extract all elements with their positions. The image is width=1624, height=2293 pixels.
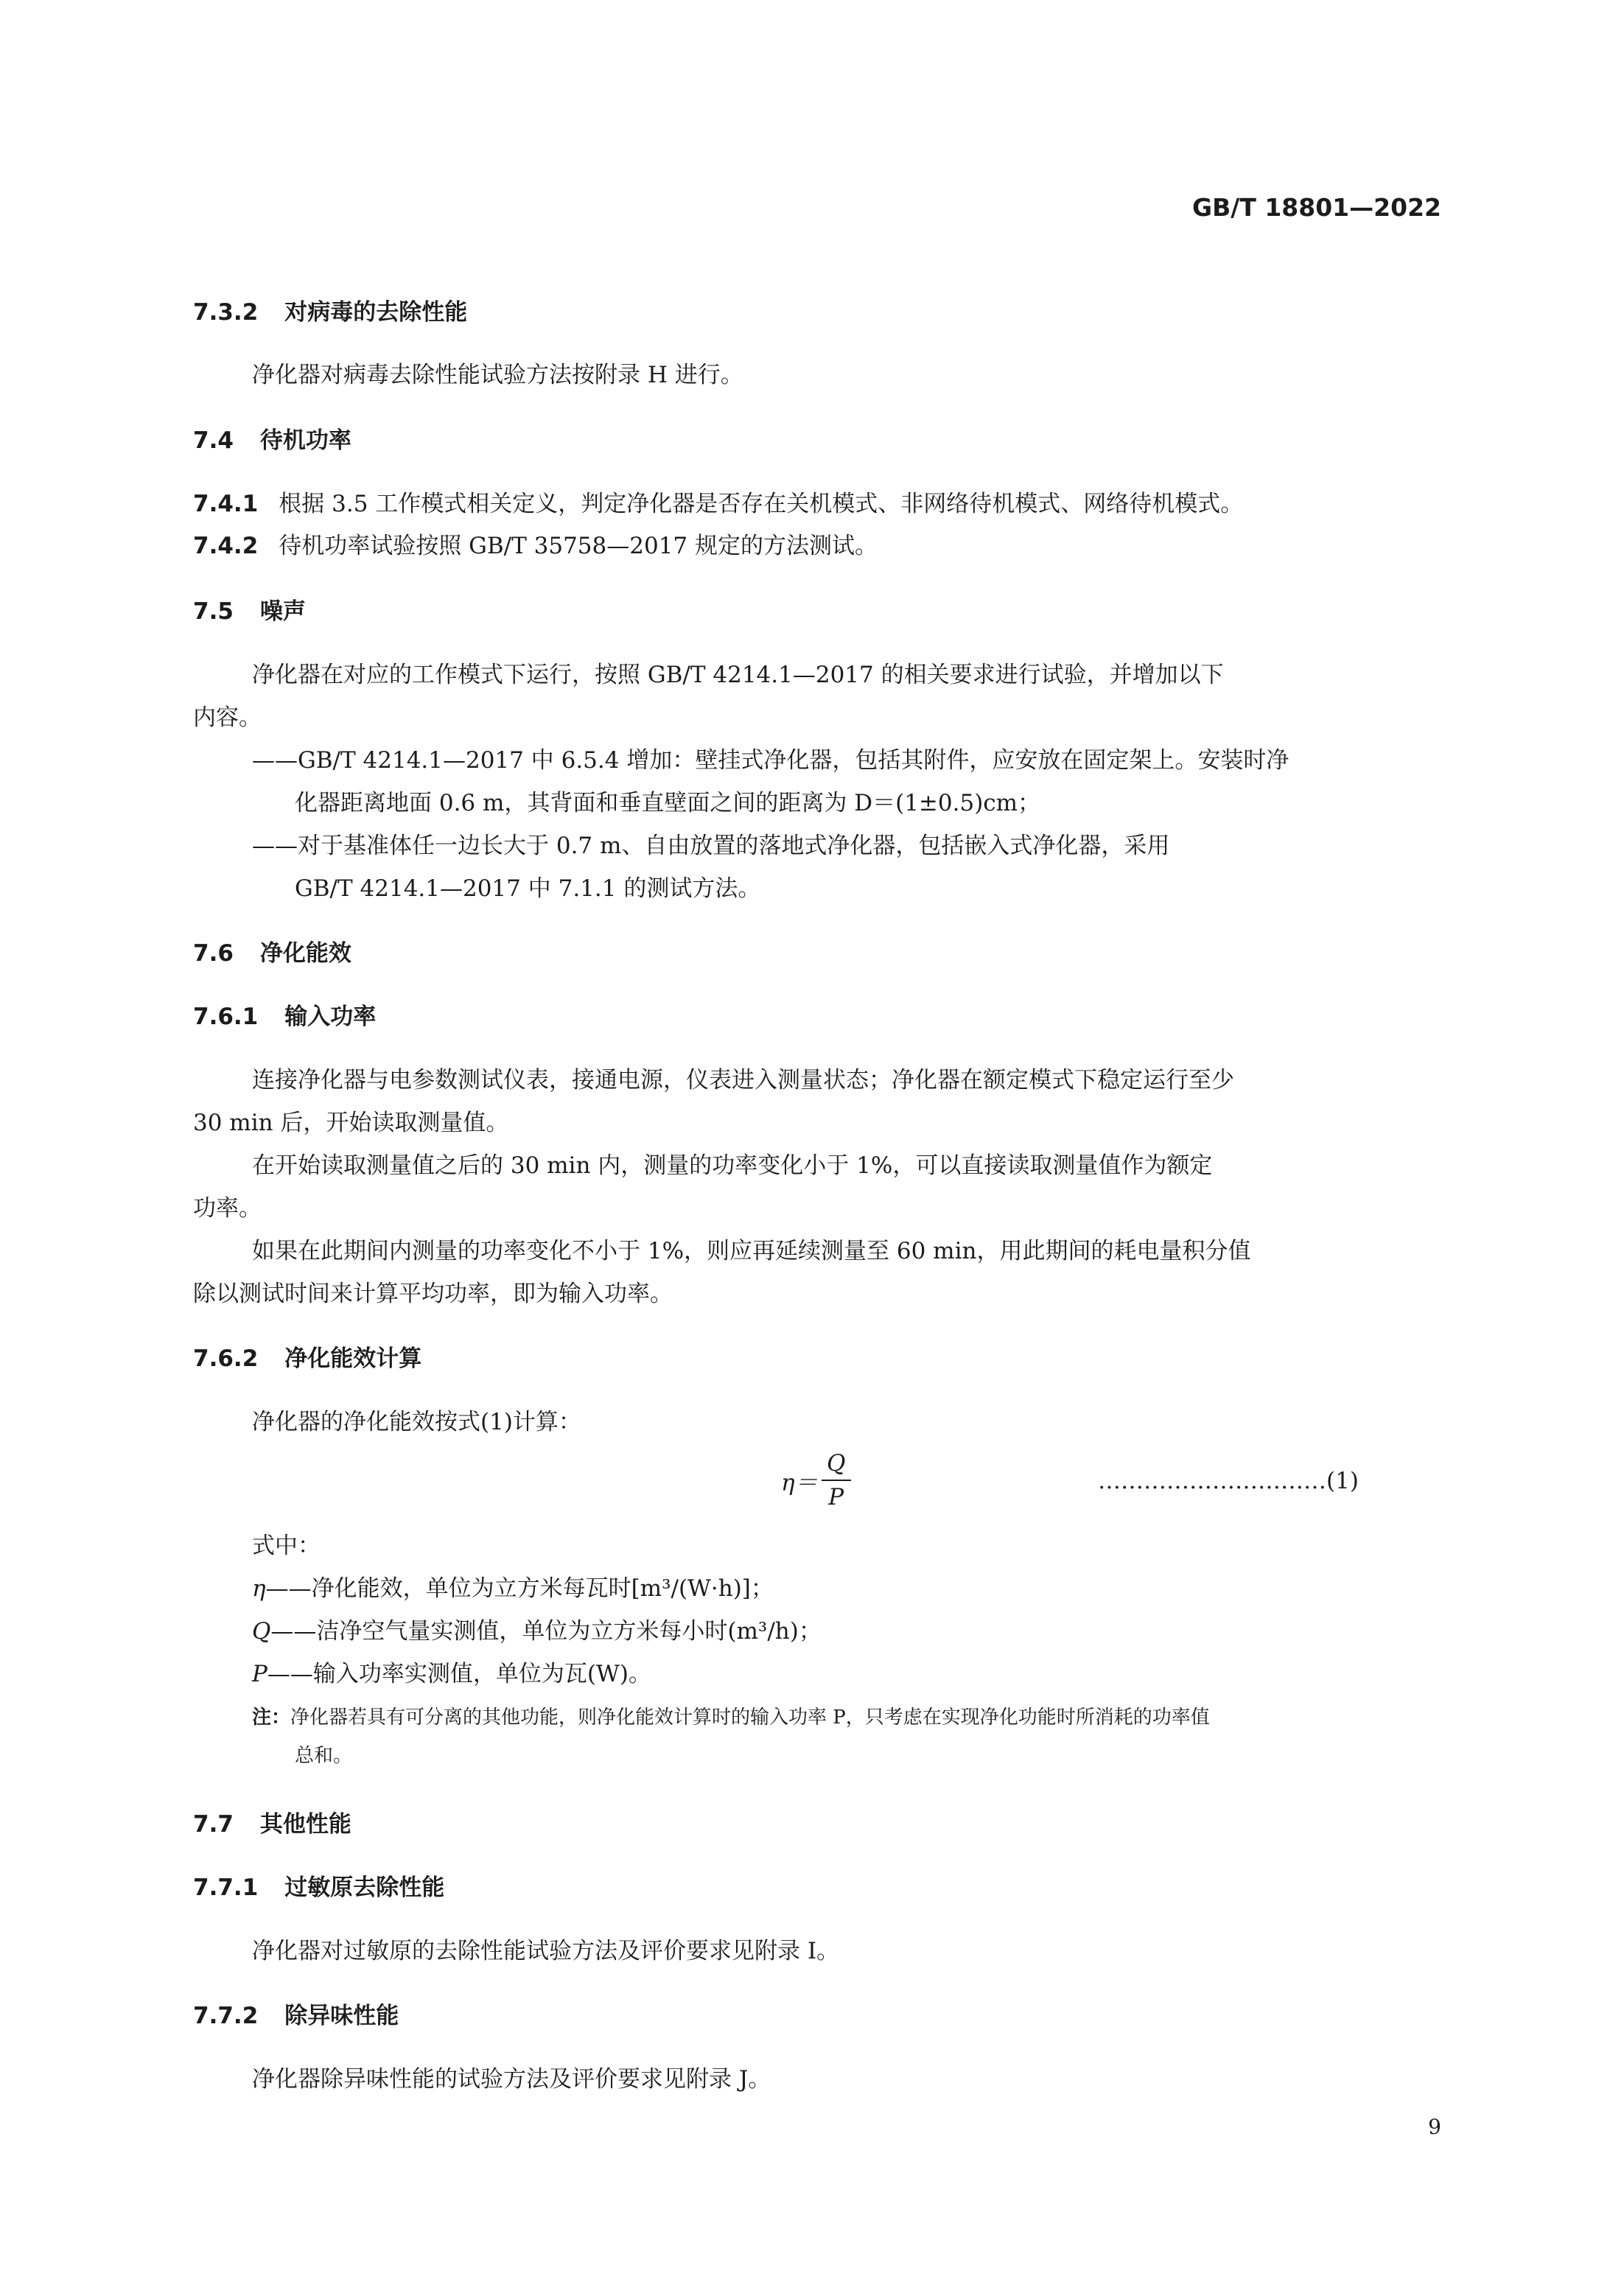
heading-number: 7.7.2 xyxy=(193,2003,259,2029)
definition-text: ——输入功率实测值，单位为瓦(W)。 xyxy=(267,1661,651,1687)
fraction-bar xyxy=(822,1480,851,1481)
clause-number: 7.4.1 xyxy=(193,491,259,517)
heading-7-7-2 xyxy=(193,1997,399,2030)
symbol: P xyxy=(252,1661,267,1687)
heading-title: 待机功率 xyxy=(259,427,351,454)
paragraph-line: 连接净化器与电参数测试仪表，接通电源，仪表进入测量状态；净化器在额定模式下稳定运行至少 xyxy=(252,1067,1234,1093)
page-number: 9 xyxy=(1428,2115,1441,2139)
heading-number: 7.6.1 xyxy=(193,1004,259,1030)
heading-number: 7.6 xyxy=(193,940,234,967)
heading-7-6-1 xyxy=(193,998,376,1031)
fraction-denominator: P xyxy=(828,1484,844,1510)
heading-number: 7.5 xyxy=(193,598,234,625)
fraction xyxy=(822,1450,851,1510)
paragraph: 净化器的净化能效按式(1)计算： xyxy=(252,1409,581,1435)
paragraph-line: 在开始读取测量值之后的 30 min 内，测量的功率变化小于 1%，可以直接读取测量值作为额定 xyxy=(252,1152,1213,1179)
fraction-numerator: Q xyxy=(826,1450,846,1477)
formula-number: …………………………(1) xyxy=(1098,1468,1359,1494)
paragraph-line: 30 min 后，开始读取测量值。 xyxy=(193,1110,509,1136)
clause-7-4-1 xyxy=(193,485,1243,518)
heading-7-7-1 xyxy=(193,1869,444,1902)
dash-item-1-line-1: ——GB/T 4214.1—2017 中 6.5.4 增加：壁挂式净化器，包括其附件，应安放在固定架上。安装时净 xyxy=(252,747,1289,774)
heading-title: 其他性能 xyxy=(259,1811,351,1838)
heading-title: 净化能效 xyxy=(259,940,351,967)
definition-text: ——净化能效，单位为立方米每瓦时[m³/(W·h)]； xyxy=(265,1575,774,1602)
clause-text: 待机功率试验按照 GB/T 35758—2017 规定的方法测试。 xyxy=(279,533,878,559)
heading-title: 对病毒的去除性能 xyxy=(284,299,468,326)
heading-title: 除异味性能 xyxy=(284,2003,399,2029)
clause-number: 7.4.2 xyxy=(193,533,259,559)
dash-item-2-line-1: ——对于基准体任一边长大于 0.7 m、自由放置的落地式净化器，包括嵌入式净化器，采用 xyxy=(252,833,1170,859)
paragraph-line: 如果在此期间内测量的功率变化不小于 1%，则应再延续测量至 60 min，用此期间的耗电量积分值 xyxy=(252,1238,1251,1264)
dash-item-2-line-2: GB/T 4214.1—2017 中 7.1.1 的测试方法。 xyxy=(295,875,761,902)
paragraph-line: 功率。 xyxy=(193,1195,262,1222)
definition-text: ——洁净空气量实测值，单位为立方米每小时(m³/h)； xyxy=(270,1618,822,1645)
symbol: Q xyxy=(252,1618,271,1645)
heading-7-4 xyxy=(193,421,351,455)
paragraph: 净化器除异味性能的试验方法及评价要求见附录 J。 xyxy=(252,2066,771,2093)
definition-eta xyxy=(252,1569,774,1603)
dash-item-1-line-2: 化器距离地面 0.6 m，其背面和垂直壁面之间的距离为 D＝(1±0.5)cm； xyxy=(295,790,1041,816)
note-text: 净化器若具有可分离的其他功能，则净化能效计算时的输入功率 P，只考虑在实现净化功能时所消耗的功率值 xyxy=(290,1706,1210,1729)
note xyxy=(252,1702,1210,1729)
where-label: 式中： xyxy=(252,1533,321,1559)
heading-number: 7.4 xyxy=(193,427,234,454)
definition-q xyxy=(252,1612,822,1645)
heading-7-7 xyxy=(193,1805,351,1838)
heading-7-6 xyxy=(193,934,351,967)
heading-title: 噪声 xyxy=(259,598,306,625)
paragraph-line: 净化器在对应的工作模式下运行，按照 GB/T 4214.1—2017 的相关要求进行试验，并增加以下 xyxy=(252,662,1224,688)
paragraph-line: 除以测试时间来计算平均功率，即为输入功率。 xyxy=(193,1281,673,1307)
formula-lhs: η＝ xyxy=(781,1469,818,1496)
heading-7-5 xyxy=(193,592,306,626)
heading-title: 输入功率 xyxy=(284,1004,377,1030)
heading-number: 7.7 xyxy=(193,1811,234,1838)
symbol: η xyxy=(252,1575,266,1602)
heading-number: 7.7.1 xyxy=(193,1874,259,1901)
paragraph: 净化器对过敏原的去除性能试验方法及评价要求见附录 I。 xyxy=(252,1938,840,1964)
definition-p xyxy=(252,1655,651,1688)
formula xyxy=(781,1450,851,1510)
heading-7-6-2 xyxy=(193,1340,421,1373)
heading-number: 7.3.2 xyxy=(193,299,259,326)
heading-number: 7.6.2 xyxy=(193,1345,259,1372)
heading-title: 过敏原去除性能 xyxy=(284,1874,445,1901)
paragraph-line: 内容。 xyxy=(193,704,262,731)
heading-title: 净化能效计算 xyxy=(284,1345,422,1372)
note-label: 注： xyxy=(252,1706,291,1729)
standard-number: GB/T 18801—2022 xyxy=(1192,193,1441,222)
clause-text: 根据 3.5 工作模式相关定义，判定净化器是否存在关机模式、非网络待机模式、网络待机模式。 xyxy=(279,491,1244,517)
paragraph: 净化器对病毒去除性能试验方法按附录 H 进行。 xyxy=(252,362,743,388)
note-line-2: 总和。 xyxy=(295,1745,353,1767)
heading-7-3-2 xyxy=(193,293,467,326)
clause-7-4-2 xyxy=(193,527,878,560)
